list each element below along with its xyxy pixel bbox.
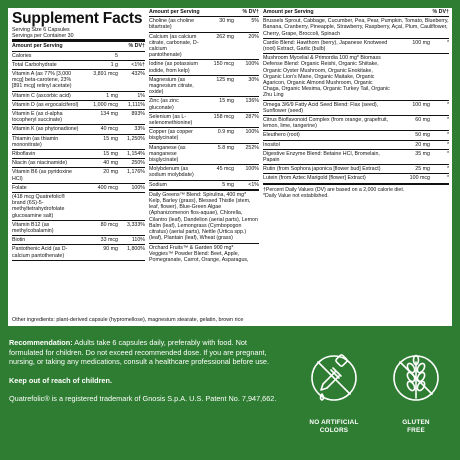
gluten-free-badge <box>380 352 452 435</box>
facts-title: Supplement Facts <box>12 10 143 27</box>
nutrient-row <box>12 221 145 236</box>
badge-text <box>380 419 452 435</box>
nutrient-name: Pantothenic Acid (as D-calcium pantothenate) <box>12 246 68 259</box>
nutrient-dv: 30% <box>248 76 259 83</box>
nutrient-name: Vitamin D (as ergocalciferol) <box>12 101 79 108</box>
nutrient-name: Vitamin B6 (as pyridoxine HCl) <box>12 169 72 182</box>
nutrient-name: Selenium (as L-selenomethionine) <box>149 113 193 127</box>
nutrient-amount: 400 mcg <box>97 184 118 191</box>
amount-header <box>12 42 145 51</box>
col3-rows <box>263 39 449 184</box>
nutrient-row <box>149 144 259 166</box>
nutrient-row <box>263 165 449 174</box>
trademark-text: Quatrefolic® is a registered trademark of Gnosis S.p.A. U.S. Patent No. 7,947,662. <box>9 394 277 404</box>
nutrient-amount: 35 mg <box>415 150 430 157</box>
nutrient-dv: 1,111% <box>127 101 145 108</box>
nutrient-dv: <1% <box>248 181 259 188</box>
warning-label: Keep out of reach of children. <box>9 375 112 385</box>
veggies-blend-continued: Brussels Sprout, Cabbage, Cucumber, Pea, Pear, Pumpkin, Tomato, Blueberry, Banana, Cranberry, Pineapple, Strawberry, Raspberry, Açaí, Plum, Cauliflower, Cherry, Grape, Broccoli, Spinach <box>263 17 449 39</box>
nutrient-amount: 158 mcg <box>213 113 234 120</box>
nutrient-name: Lutein (from Aztec Marigold [flower] Extract) <box>263 175 366 182</box>
serving-size: Serving Size 6 Capsules <box>12 27 70 33</box>
nutrient-amount: 25 mg <box>415 166 430 173</box>
nutrient-name: Mushroom Mycelial & Primordia 100 mg* Biomass Defense Blend: Organic Reishi, Organic Shiitake, Organic Oyster Mushroom, Organic Enokitake, Organic Lion's Mane, Organic Maitake, Organic Agaricon, Organic Almond Mushroom, Organic Chaga, Organic Mesima, Organic Turkey Tail, Organic Zhu Ling <box>263 55 390 99</box>
nutrient-amount: 20 mg <box>415 141 430 148</box>
nutrient-dv: * <box>446 101 449 108</box>
nutrient-amount: 30 mg <box>219 18 234 25</box>
nutrient-amount: 5 mg <box>222 181 234 188</box>
nutrient-amount: 5 <box>115 52 118 59</box>
nutrient-amount: 100 mg <box>412 39 430 46</box>
nutrient-dv: 100% <box>131 184 145 191</box>
nutrient-amount: 125 mg <box>216 76 234 83</box>
nutrient-dv: * <box>446 117 449 124</box>
nutrient-name: Vitamin K (as phytonadione) <box>12 126 79 133</box>
nutrient-name: Cardio Blend: Hawthorn (berry), Japanese Knotweed (root) Extract, Garlic (bulb) <box>263 39 388 53</box>
nutrient-row <box>12 61 145 70</box>
nutrient-name: Vitamin E (as d-alpha tocopheryl succinate) <box>12 111 63 124</box>
nutrient-name: Magnesium (as magnesium citrate, oxide) <box>149 76 194 96</box>
nutrient-amount: 40 mg <box>103 160 118 167</box>
nutrient-name: Inositol <box>263 141 280 148</box>
nutrient-dv: * <box>446 166 449 173</box>
nutrient-name: (418 mcg Quatrefolic® brand (6S)-5-methyltetrahydrofolate glucosamine salt) <box>12 194 66 219</box>
dv-header-label: % DV† <box>242 9 259 15</box>
nutrient-name: Omega 3/6/9 Fatty Acid Seed Blend: Flax (seed), Sunflower (seed) <box>263 101 379 114</box>
nutrient-dv: 136% <box>245 98 259 105</box>
nutrient-name: Calcium (as calcium citrate, carbonate, D-calcium pantothenate) <box>149 33 199 59</box>
nutrient-dv: 250% <box>131 160 145 167</box>
nutrient-amount: 1,000 mcg <box>93 101 118 108</box>
col2-rows <box>149 17 259 190</box>
nutrient-row <box>12 125 145 134</box>
nutrient-dv: 893% <box>131 111 145 118</box>
nutrient-amount: 3,891 mcg <box>93 71 118 78</box>
badge-line1: GLUTEN <box>402 419 430 426</box>
nutrient-amount: 90 mg <box>103 246 118 253</box>
nutrient-amount: 100 mcg <box>409 175 430 182</box>
nutrient-dv: <1%† <box>131 61 145 68</box>
nutrient-row <box>12 245 145 260</box>
servings-per-container: Servings per Container 30 <box>12 33 145 42</box>
nutrient-dv: 252% <box>245 144 259 151</box>
recommendation-text <box>9 338 281 367</box>
badge-line2: COLORS <box>319 427 349 434</box>
supplement-facts-panel <box>8 8 452 326</box>
nutrient-amount: 40 mcg <box>100 126 118 133</box>
nutrient-amount: 100 mg <box>412 101 430 108</box>
nutrient-dv: 100% <box>245 61 259 68</box>
nutrient-dv: * <box>446 141 449 148</box>
nutrient-row <box>263 150 449 165</box>
nutrient-row <box>149 181 259 190</box>
col1-rows <box>12 52 145 261</box>
nutrient-dv: 5% <box>251 18 259 25</box>
nutrient-row <box>12 70 145 92</box>
nutrient-amount: 0.9 mg <box>217 129 234 136</box>
recommendation-label: Recommendation: <box>9 338 73 347</box>
badge-line1: NO ARTIFICIAL <box>309 419 359 426</box>
nutrient-name: Calories <box>12 52 32 59</box>
nutrient-name: Citrus Bioflavonoid Complex (from orange, grapefruit, lemon, lime, tangerine) <box>263 117 389 130</box>
nutrient-row <box>12 184 145 193</box>
nutrient-name: Iodine (as potassium iodide, from kelp) <box>149 61 198 74</box>
nutrient-dv: 33% <box>134 126 145 133</box>
nutrient-row <box>149 33 259 61</box>
nutrient-row <box>12 150 145 159</box>
nutrient-dv: * <box>446 132 449 139</box>
nutrient-amount: 60 mg <box>415 117 430 124</box>
nutrient-dv: * <box>446 150 449 157</box>
nutrient-dv: 100% <box>245 129 259 136</box>
nutrient-row <box>263 116 449 131</box>
nutrient-amount: 15 mg <box>103 135 118 142</box>
nutrient-dv: 287% <box>245 113 259 120</box>
nutrient-row <box>149 113 259 128</box>
nutrient-name: Rutin (from Sophora japonica [flower bud] Extract) <box>263 166 381 173</box>
nutrient-dv: 432% <box>131 71 145 78</box>
nutrient-name: Vitamin C (ascorbic acid) <box>12 92 71 99</box>
nutrient-amount: 15 mg <box>219 98 234 105</box>
badge-text <box>298 419 370 435</box>
nutrient-dv: 1,154% <box>127 151 145 158</box>
nutrient-name: Manganese (as manganese bisglycinate) <box>149 144 186 164</box>
nutrient-row <box>263 141 449 150</box>
facts-column-3 <box>263 8 449 199</box>
amount-header-3 <box>263 8 449 17</box>
nutrient-name: Copper (as copper bisglycinate) <box>149 129 193 142</box>
nutrient-row <box>149 76 259 98</box>
nutrient-name: Niacin (as niacinamide) <box>12 160 68 167</box>
nutrient-name: Zinc (as zinc gluconate) <box>149 98 179 111</box>
nutrient-row <box>263 54 449 100</box>
nutrient-row <box>263 131 449 140</box>
nutrient-name: Digestive Enzyme Blend: Betaine HCl, Bromelain, Papain <box>263 150 380 164</box>
dv-header-label: % DV† <box>432 9 449 15</box>
nutrient-name: Thiamin (as thiamin mononitrate) <box>12 135 59 148</box>
nutrient-dv: 1,176% <box>127 169 145 176</box>
nutrient-name: Sodium <box>149 181 167 188</box>
amount-header-label: Amount per Serving <box>12 43 63 50</box>
nutrient-amount: 33 mcg <box>100 237 118 244</box>
nutrient-name: Choline (as choline bitartrate) <box>149 18 195 31</box>
facts-column-2 <box>149 8 259 264</box>
other-ingredients: Other ingredients: plant-derived capsule (hypromellose), magnesium stearate, gelatin, brown rice <box>12 317 244 323</box>
dv-header-label: % DV† <box>128 43 145 50</box>
facts-column-1 <box>12 8 145 261</box>
nutrient-row <box>149 165 259 180</box>
nutrient-row <box>12 101 145 110</box>
nutrient-amount: 262 mg <box>216 33 234 40</box>
nutrient-amount: 5.8 mg <box>217 144 234 151</box>
amount-header-label: Amount per Serving <box>149 9 200 15</box>
nutrient-row <box>149 128 259 143</box>
nutrient-row <box>263 101 449 116</box>
nutrient-row <box>263 39 449 54</box>
nutrient-row <box>149 97 259 112</box>
nutrient-amount: 15 mg <box>103 151 118 158</box>
nutrient-row <box>149 17 259 32</box>
footnote-dv: †Percent Daily Values (DV) are based on a 2,000 calorie diet. <box>263 184 449 193</box>
nutrient-row <box>12 135 145 150</box>
orchard-fruits-blend: Orchard Fruits™ & Garden 900 mg* Veggies™ Powder Blend: Beet, Apple, Pomegranate, Carrot, Orange, Asparagus, <box>149 244 249 263</box>
nutrient-row <box>12 92 145 101</box>
nutrient-dv: 1,800% <box>127 246 145 253</box>
nutrient-name: Biotin <box>12 237 26 244</box>
nutrient-dv: 20% <box>248 33 259 40</box>
nutrient-row <box>12 193 145 221</box>
daily-greens-blend: Daily Greens™ Blend: Spirulina, 400 mg* Kelp, Barley (grass), Blessed Thistle (stem, leaf, flower), Blue-Green Algae (Aphanizomenon flos-aquae), Chlorella, Cilantro (leaf), Dandelion (aerial parts), Lemon Balm (leaf), Lemongrass (Cymbopogon citratus) (aerial parts), Nettle (Urtica spp.) (leaf), Plantain (leaf), Wheat (grass) <box>149 190 259 244</box>
dropper-icon <box>311 352 357 404</box>
nutrient-name: Molybdenum (as sodium molybdate) <box>149 166 194 179</box>
amount-header-label: Amount per Serving <box>263 9 314 15</box>
warning-text <box>9 376 281 386</box>
nutrient-dv: 1% <box>137 92 145 99</box>
nutrient-name: Total Carbohydrate <box>12 61 57 68</box>
badge-line2: FREE <box>407 427 425 434</box>
nutrient-row <box>12 52 145 61</box>
recommendation-section <box>9 338 281 413</box>
nutrient-amount: 1 mg <box>106 92 118 99</box>
nutrient-row <box>12 236 145 245</box>
nutrient-amount: 1 g <box>110 61 118 68</box>
nutrient-name: Riboflavin <box>12 151 36 158</box>
nutrient-amount: 20 mg <box>103 169 118 176</box>
no-artificial-colors-badge <box>298 352 370 435</box>
nutrient-dv: 100% <box>245 166 259 173</box>
nutrient-amount: 45 mcg <box>216 166 234 173</box>
nutrient-dv: * <box>446 39 449 46</box>
footnote-star: *Daily Value not established. <box>263 192 329 199</box>
nutrient-amount: 80 mcg <box>100 221 118 228</box>
nutrient-dv: * <box>446 175 449 182</box>
nutrient-amount: 150 mcg <box>213 61 234 68</box>
nutrient-amount: 50 mg <box>415 132 430 139</box>
nutrient-row <box>12 110 145 125</box>
nutrient-row <box>12 159 145 168</box>
nutrient-dv: 110% <box>131 237 145 244</box>
nutrient-name: Folate <box>12 184 27 191</box>
nutrient-dv: 1,250% <box>127 135 145 142</box>
nutrient-name: Vitamin A (as 77% [3,000 mcg] beta-carotene, 23% [891 mcg] retinyl acetate) <box>12 71 72 90</box>
nutrient-row <box>12 168 145 183</box>
recommendation-body: Adults take 6 capsules daily, preferably with food. Not formulated for children. Do not exceed recommended dose. If you are pregnant, nursing, or taking any medications, consult a healthcare professional before use. <box>9 338 270 367</box>
nutrient-row <box>149 60 259 75</box>
nutrient-row <box>263 174 449 183</box>
nutrient-name: Eleuthero (root) <box>263 132 300 139</box>
nutrient-dv: 3,333% <box>127 221 145 228</box>
amount-header-2 <box>149 8 259 17</box>
nutrient-name: Vitamin B12 (as methylcobalamin) <box>12 221 54 235</box>
wheat-icon <box>393 352 439 404</box>
nutrient-amount: 134 mg <box>100 111 118 118</box>
